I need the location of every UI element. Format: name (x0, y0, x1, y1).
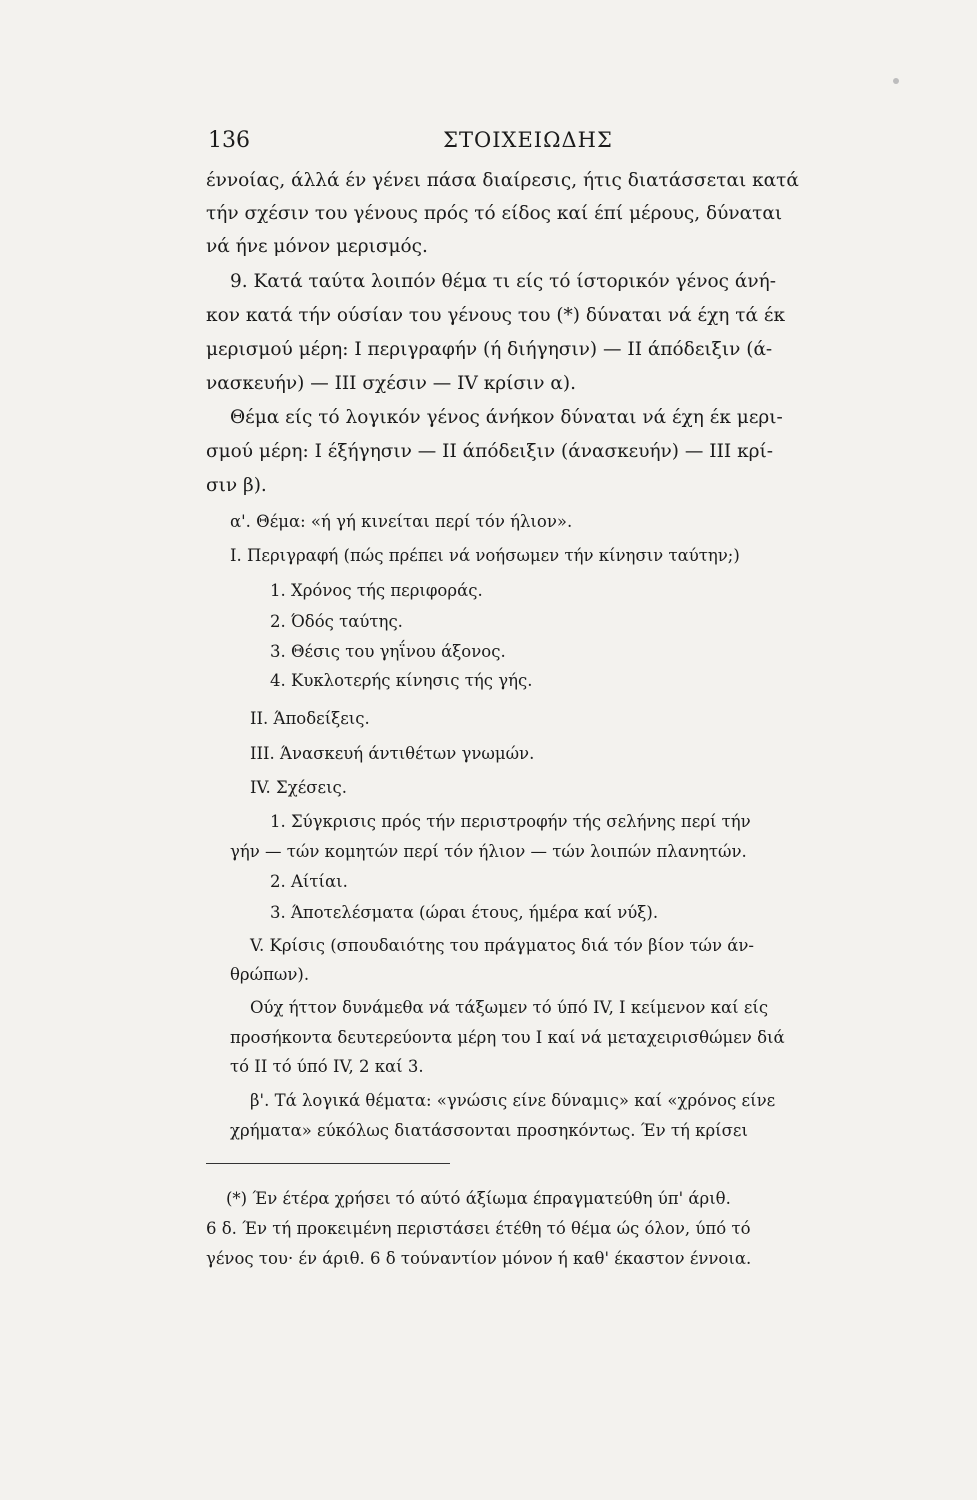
outline-item: V. Κρίσις (σπουδαιότης του πράγματος διά τόν βίον τών άν- (250, 936, 754, 955)
outline-item: 2. Όδός ταύτης. (270, 612, 403, 631)
footnote-rule (206, 1163, 450, 1164)
text-line: 9. Κατά ταύτα λοιπόν θέμα τι είς τό ίστορικόν γένος άνή- (230, 271, 776, 292)
outline-item: ΙΙ. Άποδείξεις. (250, 709, 370, 728)
text-line: έννοίας, άλλά έν γένει πάσα διαίρεσις, ήτις διατάσσεται κατά (206, 170, 799, 191)
text-line: Ούχ ήττον δυνάμεθα νά τάξωμεν τό ύπό ΙV, Ι κείμενον καί είς (250, 998, 769, 1017)
running-title: ΣΤΟΙΧΕΙΩΔΗΣ (443, 128, 613, 152)
outline-item: γήν — τών κομητών περί τόν ήλιον — τών λοιπών πλανητών. (230, 842, 747, 861)
text-line: Θέμα είς τό λογικόν γένος άνήκον δύναται νά έχη έκ μερι- (230, 407, 783, 428)
text-line: χρήματα» εύκόλως διατάσσονται προσηκόντως. Έν τή κρίσει (230, 1121, 748, 1140)
outline-item: 3. Άποτελέσματα (ώραι έτους, ήμέρα καί νύξ). (270, 903, 659, 922)
paper-speck (893, 78, 899, 84)
text-line: νά ήνε μόνον μερισμός. (206, 236, 428, 257)
outline-item: 1. Χρόνος τής περιφοράς. (270, 581, 483, 600)
text-line: σμού μέρη: Ι έξήγησιν — ΙΙ άπόδειξιν (άνασκευήν) — ΙΙΙ κρί- (206, 441, 774, 462)
text-line: κον κατά τήν ούσίαν του γένους του (*) δύναται νά έχη τά έκ (206, 305, 786, 326)
text-line: προσήκοντα δευτερεύοντα μέρη του Ι καί νά μεταχειρισθώμεν διά (230, 1028, 785, 1047)
outline-item: 2. Αίτίαι. (270, 872, 348, 891)
text-line: τό ΙΙ τό ύπό ΙV, 2 καί 3. (230, 1057, 424, 1076)
example-heading: α'. Θέμα: «ή γή κινείται περί τόν ήλιον». (230, 512, 573, 531)
text-line: τήν σχέσιν του γένους πρός τό είδος καί έπί μέρους, δύναται (206, 203, 783, 224)
outline-item: ΙV. Σχέσεις. (250, 778, 348, 797)
outline-item: 1. Σύγκρισις πρός τήν περιστροφήν τής σελήνης περί τήν (270, 812, 751, 831)
outline-item: 4. Κυκλοτερής κίνησις τής γής. (270, 671, 533, 690)
outline-item: ΙΙΙ. Άνασκευή άντιθέτων γνωμών. (250, 744, 535, 763)
footnote-line: γένος του· έν άριθ. 6 δ τούναντίον μόνον ή καθ' έκαστον έννοια. (206, 1249, 752, 1268)
outline-item: θρώπων). (230, 965, 310, 984)
footnote-line: 6 δ. Έν τή προκειμένη περιστάσει έτέθη τό θέμα ώς όλον, ύπό τό (206, 1219, 751, 1238)
running-header (208, 128, 848, 158)
text-line: μερισμού μέρη: Ι περιγραφήν (ή διήγησιν) — ΙΙ άπόδειξιν (ά- (206, 339, 773, 360)
text-line: σιν β). (206, 475, 267, 496)
outline-item: 3. Θέσις του γηΐνου άξονος. (270, 642, 506, 661)
page-number: 136 (208, 128, 250, 153)
footnote-line: (*) Έν έτέρα χρήσει τό αύτό άξίωμα έπραγματεύθη ύπ' άριθ. (226, 1189, 731, 1208)
text-line: νασκευήν) — ΙΙΙ σχέσιν — ΙV κρίσιν α). (206, 373, 577, 394)
outline-item: Ι. Περιγραφή (πώς πρέπει νά νοήσωμεν τήν κίνησιν ταύτην;) (230, 546, 740, 565)
text-line: β'. Τά λογικά θέματα: «γνώσις είνε δύναμις» καί «χρόνος είνε (250, 1091, 776, 1110)
